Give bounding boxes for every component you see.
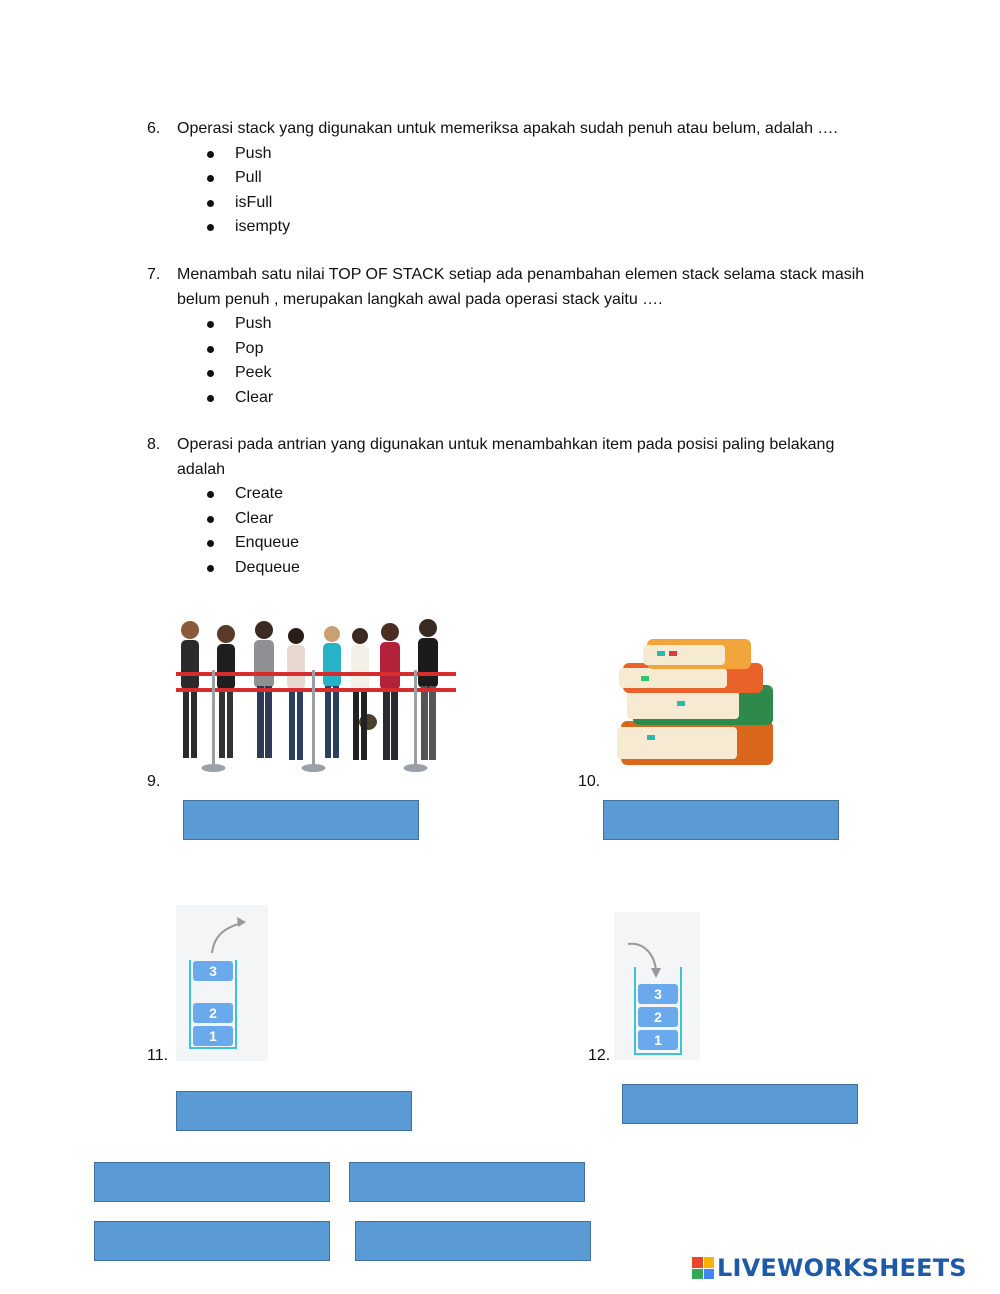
option-item: Pull (147, 166, 877, 191)
option-item: Pop (147, 337, 877, 362)
bullet-icon (207, 175, 214, 182)
queue-people-image (176, 612, 456, 777)
answer-choice-3[interactable] (94, 1221, 330, 1261)
answer-choice-1[interactable] (94, 1162, 330, 1202)
option-item: isFull (147, 191, 877, 216)
option-list (147, 142, 877, 240)
bullet-icon (207, 224, 214, 231)
bullet-icon (207, 346, 214, 353)
bullet-icon (207, 491, 214, 498)
item-number-9: 9. (147, 773, 161, 790)
stack-block-3 (638, 984, 678, 1004)
svg-text:1: 1 (654, 1032, 662, 1048)
bullet-icon (207, 370, 214, 377)
svg-text:2: 2 (209, 1005, 217, 1021)
answer-choice-4[interactable] (355, 1221, 591, 1261)
question-number: 6. (147, 120, 161, 137)
question-text: Operasi pada antrian yang digunakan untuk menambahkan item pada posisi paling belakang adalah (177, 436, 835, 478)
bullet-icon (207, 321, 214, 328)
book-bottom (617, 721, 773, 765)
option-list (147, 312, 877, 410)
question-7 (147, 263, 877, 410)
item-number-11: 11. (147, 1047, 169, 1064)
answer-box-12[interactable] (622, 1084, 858, 1124)
stack-block-3 (193, 961, 233, 981)
bullet-icon (207, 200, 214, 207)
bullet-icon (207, 151, 214, 158)
stack-block-2 (638, 1007, 678, 1027)
bullet-icon (207, 516, 214, 523)
liveworksheets-logo (692, 1254, 967, 1282)
option-item: isempty (147, 215, 877, 240)
option-list (147, 482, 877, 580)
stack-pop-diagram (176, 905, 268, 1061)
question-8 (147, 433, 877, 580)
answer-box-9[interactable] (183, 800, 419, 840)
logo-text: LIVEWORKSHEETS (717, 1254, 967, 1282)
book-top (643, 639, 751, 669)
stack-of-books-image (615, 635, 777, 770)
stack-block-1 (193, 1026, 233, 1046)
option-item: Enqueue (147, 531, 877, 556)
option-item: Push (147, 142, 877, 167)
item-number-12: 12. (588, 1047, 611, 1064)
stack-push-diagram (612, 912, 700, 1060)
stack-block-2 (193, 1003, 233, 1023)
answer-choice-2[interactable] (349, 1162, 585, 1202)
svg-text:2: 2 (654, 1009, 662, 1025)
svg-text:1: 1 (209, 1028, 217, 1044)
question-text: Operasi stack yang digunakan untuk memeriksa apakah sudah penuh atau belum, adalah …. (177, 120, 838, 137)
option-item: Dequeue (147, 556, 877, 581)
option-item: Clear (147, 507, 877, 532)
svg-text:3: 3 (654, 986, 662, 1002)
question-number: 7. (147, 266, 161, 283)
bullet-icon (207, 565, 214, 572)
item-number-10: 10. (578, 773, 601, 790)
logo-mark-icon (692, 1257, 714, 1279)
bullet-icon (207, 540, 214, 547)
question-text: Menambah satu nilai TOP OF STACK setiap ada penambahan elemen stack selama stack masih belum penuh , merupakan langkah awal pada operasi stack yaitu …. (177, 266, 865, 308)
question-6 (147, 117, 877, 240)
bullet-icon (207, 395, 214, 402)
option-item: Push (147, 312, 877, 337)
option-item: Create (147, 482, 877, 507)
question-number: 8. (147, 436, 161, 453)
option-item: Peek (147, 361, 877, 386)
answer-box-10[interactable] (603, 800, 839, 840)
stack-block-1 (638, 1030, 678, 1050)
answer-box-11[interactable] (176, 1091, 412, 1131)
option-item: Clear (147, 386, 877, 411)
svg-text:3: 3 (209, 963, 217, 979)
